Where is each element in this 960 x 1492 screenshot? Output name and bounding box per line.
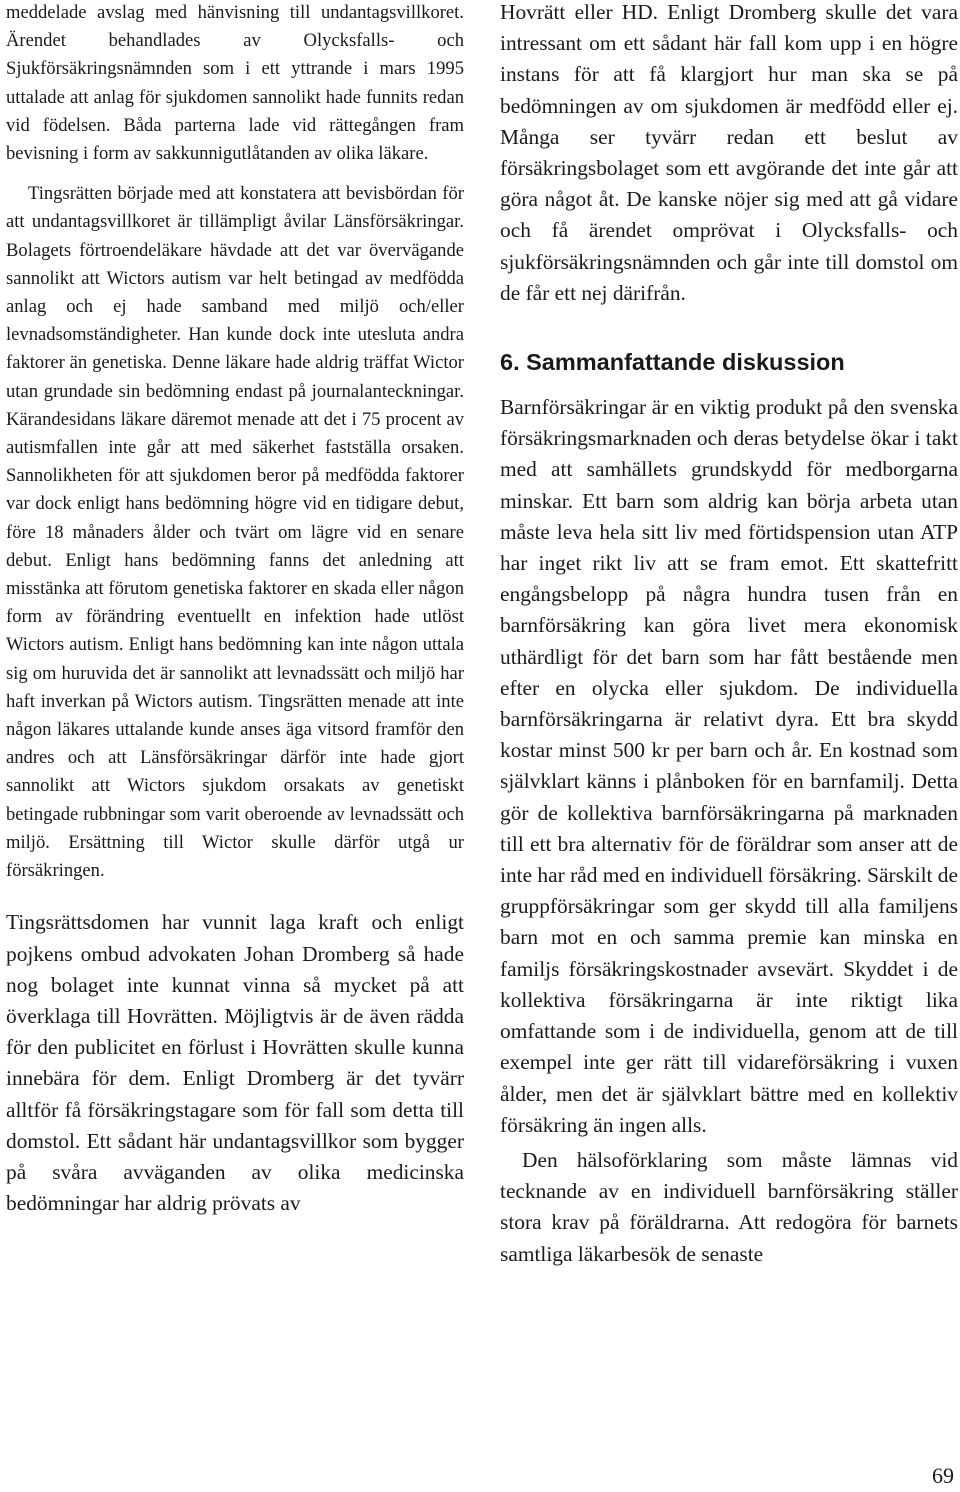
section-heading: 6. Sammanfattande diskussion <box>500 349 845 376</box>
left-paragraph-2: Tingsrätten började med att konstatera att bevisbördan för att undantagsvillkoret är tillämpligt åvilar Länsförsäkringar. Bolagets förtroendeläkare hävdade att det var övervägande sannolikt att Wictors autism var helt betingad av medfödda anlag och ej hade samband med miljö och/eller levnadsomständigheter. Han kunde dock inte utesluta andra faktorer än genetiska. Denne läkare hade aldrig träffat Wictor utan grundade sin bedömning endast på journalanteckningar. Kärandesidans läkare däremot menade att det i 75 procent av autismfallen inte går att med säkerhet fastställa orsaken. Sannolikheten för att sjukdomen beror på medfödda faktorer var dock enligt hans bedömning högre vid en tidigare debut, före 18 månaders ålder och tvärt om lägre vid en senare debut. Enligt hans bedömning fanns det anledning att misstänka att förutom genetiska faktorer en skada eller någon form av förändring eventuellt en infektion hade utlöst Wictors autism. Enligt hans bedömning kan inte någon uttala sig om huruvida det är sannolikt att levnadssätt och miljö har haft inverkan på Wictors autism. Tingsrätten menade att inte någon läkares uttalande kunde anses äga vitsord framför den andres och att Länsförsäkringar därför inte hade gjort sannolikt att Wictors sjukdom orsakats av genetiskt betingade rubbningar som varit oberoende av levnadssätt och miljö. Ersättning till Wictor skulle därför utgå ur försäkringen. <box>6 183 464 882</box>
right-paragraph-2: Barnförsäkringar är en viktig produkt på den svenska försäkringsmarknaden och deras betydelse ökar i takt med att samhällets grundskydd för medborgarna minskar. Ett barn som aldrig kan börja arbeta utan måste leva hela sitt liv med förtidspension utan ATP har inget rikt liv att se fram emot. Ett skattefritt engångsbelopp på några hundra tusen från en barnförsäkring kan göra livet mera ekonomisk uthärdligt för det barn som har fått bestående men efter en olycka eller sjukdom. De individuella barnförsäkringarna är relativt dyra. Ett bra skydd kostar minst 500 kr per barn och år. En kostnad som självklart känns i plånboken för en barnfamilj. Detta gör de kollektiva barnförsäkringarna på marknaden till ett bra alternativ för de föräldrar som anser att de inte har råd med en individuell försäkring. Särskilt de gruppförsäkringar som ger skydd till alla familjens barn mot en och samma premie kan minska en familjs försäkringskostnader avsevärt. Skyddet i de kollektiva försäkringarna är inte riktigt lika omfattande som i de individuella, genom att de till exempel inte ger rätt till vidareförsäkring i vuxen ålder, men det är självklart bättre med en kollektiv försäkring än ingen alls. <box>500 395 958 1137</box>
left-paragraph-1: meddelade avslag med hänvisning till undantagsvillkoret. Ärendet behandlades av Olycksfalls- och Sjukförsäkringsnämnden som i ett yttrande i mars 1995 uttalade att anlag för sjukdomen sannolikt hade funnits redan vid födelsen. Båda parterna lade vid rättegången fram bevisning i form av sakkunnigutlåtanden av olika läkare. <box>6 2 464 165</box>
right-column <box>500 0 958 1270</box>
right-paragraph-1: Hovrätt eller HD. Enligt Dromberg skulle det vara intressant om ett sådant här fall kom upp i en högre instans för att få klargjort hur man ska se på bedömningen av om sjukdomen är medfödd eller ej. Många ser tyvärr redan ett beslut av försäkringsbolaget som ett avgörande det inte går att göra något åt. De kanske nöjer sig med att gå vidare och få ärendet omprövat i Olycksfalls- och sjukförsäkringsnämnden och går inte till domstol om de får ett nej därifrån. <box>500 0 958 305</box>
left-column <box>6 0 464 1219</box>
left-paragraph-3: Tingsrättsdomen har vunnit laga kraft och enligt pojkens ombud advokaten Johan Dromberg så hade nog bolaget inte kunnat vinna så mycket på att överklaga till Hovrätten. Möjligtvis är de även rädda för den publicitet en förlust i Hovrätten skulle kunna innebära för dem. Enligt Dromberg är det tyvärr alltför få försäkringstagare som för fall som detta till domstol. Ett sådant här undantagsvillkor som bygger på svåra avväganden av olika medicinska bedömningar har aldrig prövats av <box>6 910 464 1216</box>
right-paragraph-3: Den hälsoförklaring som måste lämnas vid tecknande av en individuell barnförsäkring ställer stora krav på föräldrarna. Att redogöra för barnets samtliga läkarbesök de senaste <box>500 1147 958 1266</box>
page-number: 69 <box>932 1463 954 1488</box>
